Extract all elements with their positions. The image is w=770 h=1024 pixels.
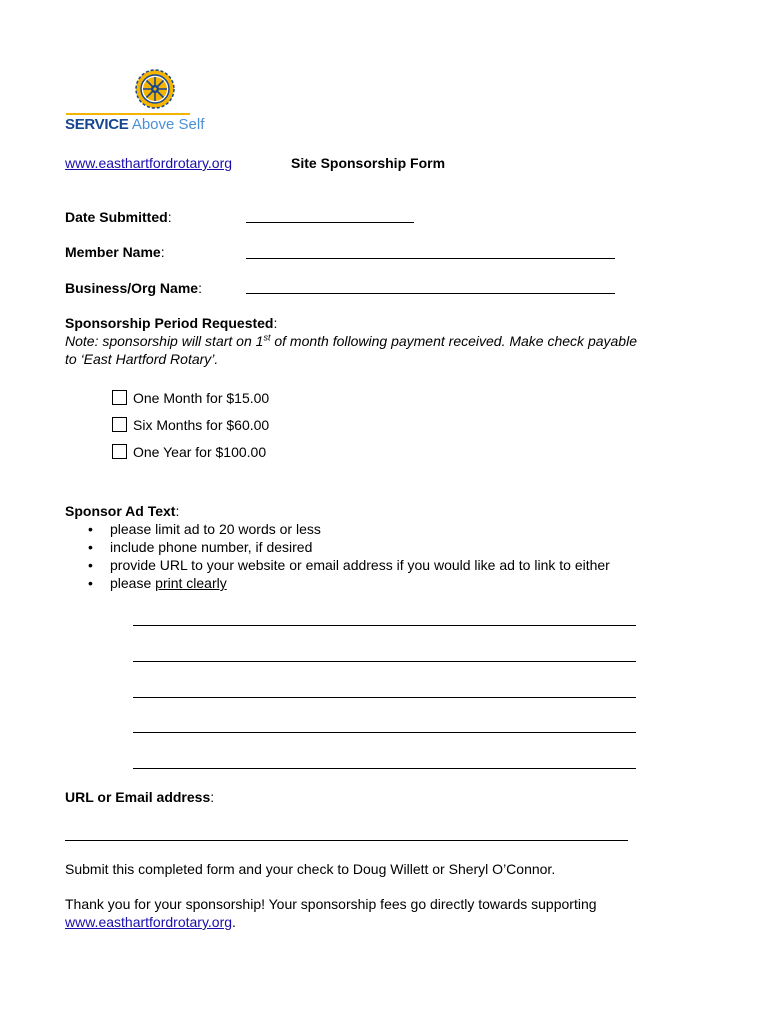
list-item: • include phone number, if desired	[88, 539, 313, 555]
one-year-option-label: One Year for $100.00	[133, 444, 267, 460]
logo-divider	[66, 113, 190, 115]
one-month-checkbox[interactable]	[112, 390, 127, 405]
thank-you-text: Thank you for your sponsorship! Your sponsorship fees go directly towards supporting	[65, 896, 597, 912]
list-item: • please print clearly	[88, 575, 227, 591]
footer-website-link[interactable]: www.easthartfordrotary.org	[65, 914, 233, 930]
form-title: Site Sponsorship Form	[291, 155, 446, 171]
logo-service-text: SERVICE	[65, 116, 129, 133]
date-submitted-label: Date Submitted:	[65, 209, 172, 225]
member-name-field[interactable]	[246, 258, 615, 259]
date-submitted-field[interactable]	[246, 222, 414, 223]
ad-instructions-list	[88, 520, 610, 592]
business-org-name-label: Business/Org Name:	[65, 280, 202, 296]
list-item: • provide URL to your website or email address if you would like ad to link to either	[88, 557, 610, 573]
one-year-checkbox[interactable]	[112, 444, 127, 459]
submit-instructions: Submit this completed form and your check to Doug Willett or Sheryl O’Connor.	[65, 861, 556, 877]
ad-text-line-5[interactable]	[133, 768, 636, 769]
six-months-option-label: Six Months for $60.00	[133, 417, 270, 433]
thank-you-url-line: www.easthartfordrotary.org.	[65, 914, 236, 930]
sponsorship-note-line1: Note: sponsorship will start on 1st of month following payment received. Make check payable	[65, 332, 637, 349]
rotary-wheel-icon	[134, 67, 176, 111]
one-month-option-label: One Month for $15.00	[133, 390, 270, 406]
member-name-label: Member Name:	[65, 244, 165, 260]
website-link[interactable]: www.easthartfordrotary.org	[65, 155, 233, 171]
ad-text-line-4[interactable]	[133, 732, 636, 733]
sponsor-ad-text-heading: Sponsor Ad Text:	[65, 503, 180, 519]
logo-tagline	[65, 116, 204, 134]
six-months-checkbox[interactable]	[112, 417, 127, 432]
url-email-field[interactable]	[65, 840, 628, 841]
url-email-heading: URL or Email address:	[65, 789, 215, 805]
list-item: • please limit ad to 20 words or less	[88, 521, 321, 537]
logo-above-self-text: Above Self	[131, 116, 205, 133]
ad-text-line-1[interactable]	[133, 625, 636, 626]
ad-text-line-2[interactable]	[133, 661, 636, 662]
business-org-name-field[interactable]	[246, 293, 615, 294]
sponsorship-period-heading: Sponsorship Period Requested:	[65, 315, 278, 331]
ad-text-line-3[interactable]	[133, 697, 636, 698]
sponsorship-note-line2: to ‘East Hartford Rotary’.	[65, 351, 219, 367]
